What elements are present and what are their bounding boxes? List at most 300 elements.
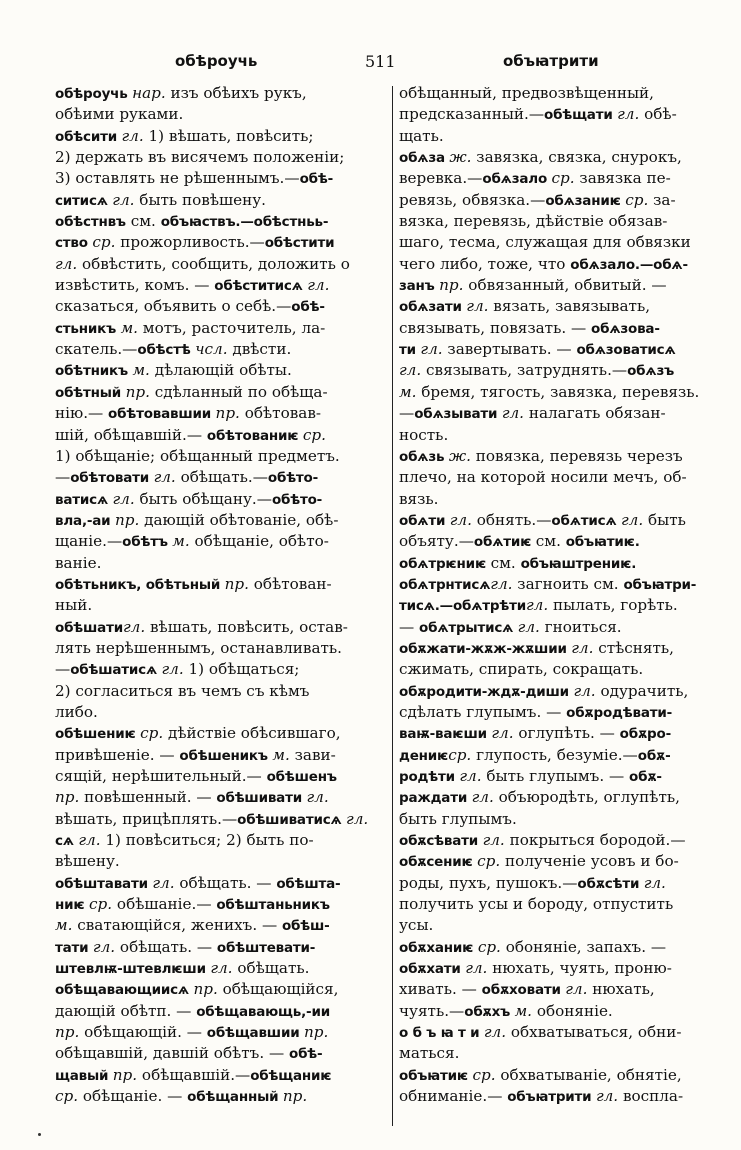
headword: обѧзоватисѧ bbox=[576, 342, 676, 359]
definition-text: вѣшену. bbox=[55, 852, 120, 871]
grammar-abbrev: гл. bbox=[420, 340, 443, 359]
dictionary-line bbox=[399, 809, 721, 830]
definition-text: чуять.— bbox=[399, 1001, 465, 1020]
dictionary-line bbox=[399, 275, 721, 296]
running-head-left: обѣроучь bbox=[175, 52, 258, 70]
definition-text: объюродѣть, оглупѣть, bbox=[493, 788, 680, 807]
headword: обѫсѣти bbox=[577, 875, 644, 892]
headword: обѣ- bbox=[289, 1046, 323, 1063]
dictionary-line bbox=[399, 531, 721, 552]
grammar-abbrev: м. bbox=[55, 916, 73, 935]
definition-text: обѣтовав- bbox=[239, 404, 321, 423]
definition-text: ваніе. bbox=[55, 553, 102, 572]
definition-text: — bbox=[55, 660, 71, 679]
definition-text: ревязь, обвязка.— bbox=[399, 190, 546, 209]
column-divider bbox=[392, 86, 393, 1126]
headword: обѧтисѧ bbox=[551, 512, 621, 529]
dictionary-line bbox=[55, 1065, 386, 1086]
grammar-abbrev: ср. bbox=[92, 233, 116, 252]
definition-text: дѣйствіе обѣсившаго, bbox=[163, 724, 341, 743]
definition-text: шаго, тесма, служащая для обвязки bbox=[399, 233, 691, 252]
headword: объꙗтрити bbox=[507, 1089, 596, 1106]
dictionary-line bbox=[399, 360, 721, 381]
grammar-abbrev: гл. bbox=[571, 638, 594, 657]
headword: ватисѧ bbox=[55, 491, 113, 508]
headword: обѣшенъ bbox=[266, 769, 337, 785]
definition-text: 3) оставлять не рѣшеннымъ.— bbox=[55, 169, 300, 188]
dictionary-line bbox=[399, 318, 721, 339]
definition-text: прожорливость.— bbox=[115, 233, 265, 252]
definition-text: — bbox=[399, 404, 415, 423]
dictionary-line bbox=[399, 553, 721, 574]
grammar-abbrev: гл. bbox=[92, 937, 116, 956]
grammar-abbrev: гл. bbox=[161, 660, 184, 679]
grammar-abbrev: м. bbox=[132, 361, 150, 380]
definition-text: объяту.— bbox=[399, 532, 474, 551]
definition-text: нюхать, bbox=[587, 980, 655, 999]
headword: раждати bbox=[399, 790, 472, 807]
dictionary-line bbox=[399, 723, 721, 744]
headword: о б ъ ꙗ т и bbox=[399, 1025, 484, 1042]
dictionary-line bbox=[55, 1086, 386, 1107]
definition-text: щаніе.— bbox=[55, 532, 123, 551]
headword: обѫханиѥ bbox=[399, 939, 478, 956]
headword: обѣшивати bbox=[216, 790, 307, 807]
definition-text: стѣснять, bbox=[593, 638, 675, 657]
dictionary-line bbox=[55, 809, 386, 830]
headword: обѣтьникъ, обѣтьный bbox=[55, 576, 225, 593]
headword: обѫ- bbox=[629, 769, 662, 785]
dictionary-line bbox=[55, 851, 386, 872]
definition-text: быть обѣщану.— bbox=[134, 489, 272, 508]
dictionary-line bbox=[55, 574, 386, 595]
grammar-abbrev: гл. bbox=[306, 788, 329, 807]
dictionary-line bbox=[399, 1001, 721, 1022]
definition-text: обвѣстить, сообщить, доложить о bbox=[77, 254, 350, 273]
dictionary-line bbox=[55, 211, 386, 232]
grammar-abbrev: гл. bbox=[482, 831, 505, 850]
running-head-right: объꙗтрити bbox=[503, 52, 599, 70]
dictionary-line bbox=[55, 979, 386, 1000]
definition-text: обвязанный, обвитый. — bbox=[463, 276, 667, 295]
grammar-abbrev: ср. bbox=[625, 190, 649, 209]
grammar-abbrev: ср. bbox=[477, 937, 501, 956]
dictionary-line bbox=[55, 659, 386, 680]
headword: обѫродѣвати- bbox=[566, 704, 673, 721]
headword: обѣроучь bbox=[55, 86, 133, 102]
dictionary-line bbox=[399, 296, 721, 317]
definition-text: обнять.— bbox=[471, 510, 552, 529]
dictionary-line bbox=[399, 702, 721, 723]
dictionary-line bbox=[55, 296, 386, 317]
dictionary-line bbox=[55, 873, 386, 894]
definition-text: налагать обязан- bbox=[524, 404, 666, 423]
grammar-abbrev: пр. bbox=[193, 980, 218, 999]
headword: обѣщати bbox=[544, 107, 618, 124]
dictionary-line bbox=[55, 510, 386, 531]
definition-text: см. bbox=[535, 532, 566, 551]
definition-text: зави- bbox=[289, 745, 336, 764]
dictionary-line bbox=[55, 915, 386, 936]
definition-text: вязать, завязывать, bbox=[488, 297, 651, 316]
definition-text: обѣщать. — bbox=[115, 937, 217, 956]
headword: обѫро- bbox=[619, 726, 671, 743]
grammar-abbrev: м. bbox=[514, 1001, 532, 1020]
headword: обѣщавающиисѧ bbox=[55, 982, 194, 999]
grammar-abbrev: гл. bbox=[643, 873, 666, 892]
definition-text: веревка.— bbox=[399, 169, 483, 188]
dictionary-line bbox=[399, 339, 721, 360]
headword: обѫхъ bbox=[464, 1003, 515, 1020]
definition-text: сказаться, объявить о себѣ.— bbox=[55, 297, 292, 316]
definition-text: быть повѣшену. bbox=[134, 190, 266, 209]
definition-text: воспла- bbox=[618, 1087, 684, 1106]
grammar-abbrev: пр. bbox=[224, 574, 249, 593]
headword: обѧзь bbox=[399, 448, 449, 465]
headword: объꙗствъ.—обѣстньь- bbox=[160, 214, 329, 231]
definition-text: хивать. — bbox=[399, 980, 482, 999]
dictionary-line bbox=[55, 958, 386, 979]
dictionary-line bbox=[399, 467, 721, 488]
definition-text: извѣстить, комъ. — bbox=[55, 276, 215, 295]
headword: обѣтовати bbox=[70, 470, 154, 487]
headword: обѣшатисѧ bbox=[70, 662, 162, 679]
dictionary-line bbox=[55, 190, 386, 211]
definition-text: полученіе усовъ и бо- bbox=[500, 852, 679, 871]
headword: ти bbox=[399, 342, 421, 359]
headword: обѧзова- bbox=[591, 320, 660, 337]
grammar-abbrev: гл. bbox=[471, 788, 494, 807]
definition-text: шій, обѣщавшій.— bbox=[55, 425, 207, 444]
headword: обѧтрѥниѥ bbox=[399, 555, 491, 572]
dictionary-line bbox=[55, 446, 386, 467]
dictionary-line bbox=[399, 937, 721, 958]
dictionary-line bbox=[55, 766, 386, 787]
headword: обѣто- bbox=[271, 491, 323, 508]
headword: обѣститисѧ bbox=[214, 278, 308, 295]
definition-text: получить усы и бороду, отпустить bbox=[399, 895, 674, 914]
grammar-abbrev: ср. bbox=[55, 1087, 79, 1106]
headword: тати bbox=[55, 939, 93, 956]
dictionary-line bbox=[399, 745, 721, 766]
dictionary-line bbox=[399, 894, 721, 915]
dictionary-line bbox=[399, 510, 721, 531]
headword: обѫсѣвати bbox=[399, 833, 483, 850]
definition-text: обѣщавшій, давшій обѣтъ. — bbox=[55, 1044, 289, 1063]
headword: родѣти bbox=[399, 769, 460, 785]
grammar-abbrev: гл. bbox=[121, 126, 144, 145]
grammar-abbrev: пр. bbox=[282, 1087, 308, 1106]
headword: обѣщаниѥ bbox=[250, 1067, 332, 1084]
headword: обѣшта- bbox=[276, 875, 341, 892]
definition-text: мотъ, расточитель, ла- bbox=[137, 318, 326, 337]
definition-text: дающій обѣтп. — bbox=[55, 1001, 197, 1020]
grammar-abbrev: гл. bbox=[449, 510, 472, 529]
grammar-abbrev: чсл. bbox=[195, 340, 228, 359]
definition-text: сжимать, спирать, сокращать. bbox=[399, 660, 644, 679]
definition-text: загноить см. bbox=[512, 574, 624, 593]
dictionary-line bbox=[55, 83, 386, 104]
dictionary-line bbox=[55, 702, 386, 723]
grammar-abbrev: гл. bbox=[617, 105, 640, 124]
grammar-abbrev: гл. bbox=[466, 297, 489, 316]
definition-text: обѣщаніе. — bbox=[78, 1087, 188, 1106]
grammar-abbrev: гл. bbox=[112, 489, 135, 508]
dictionary-line bbox=[399, 1065, 721, 1086]
dictionary-line bbox=[399, 1022, 721, 1043]
definition-text: ность. bbox=[399, 425, 449, 444]
grammar-abbrev: ср. bbox=[89, 895, 113, 914]
grammar-abbrev: гл. bbox=[153, 468, 176, 487]
grammar-abbrev: м. bbox=[172, 532, 190, 551]
definition-text: нюхать, чуять, проню- bbox=[487, 959, 672, 978]
definition-text: обѣщать. — bbox=[174, 873, 277, 892]
headword: обѣш- bbox=[281, 918, 330, 935]
headword: обѧтрнтисѧ bbox=[399, 576, 491, 593]
dictionary-line bbox=[55, 467, 386, 488]
headword: объꙗтиѥ bbox=[399, 1067, 473, 1084]
grammar-abbrev: пр. bbox=[55, 1023, 80, 1042]
dictionary-line bbox=[399, 574, 721, 595]
dictionary-line bbox=[399, 232, 721, 253]
definition-text: обѣщать. bbox=[232, 959, 310, 978]
headword: щавый bbox=[55, 1067, 113, 1084]
definition-text: сдѣлать глупымъ. — bbox=[399, 702, 567, 721]
headword: ваѭ-ваѥши bbox=[399, 726, 492, 743]
grammar-abbrev: пр. bbox=[215, 404, 240, 423]
headword: обѣстити bbox=[264, 235, 335, 252]
headword: обѧзъ bbox=[627, 363, 675, 380]
dictionary-line bbox=[399, 403, 721, 424]
dictionary-line bbox=[399, 766, 721, 787]
definition-text: 1) обѣщаться; bbox=[183, 660, 300, 679]
definition-text: гноиться. bbox=[539, 617, 622, 636]
definition-text: оглупѣть. — bbox=[513, 724, 620, 743]
dictionary-line bbox=[399, 254, 721, 275]
headword: обѣшениѥ bbox=[55, 726, 141, 743]
definition-text: за- bbox=[648, 190, 676, 209]
dictionary-line bbox=[55, 339, 386, 360]
definition-text: 1) вѣшать, повѣсить; bbox=[143, 126, 314, 145]
grammar-abbrev: гл. bbox=[526, 596, 549, 615]
dictionary-line bbox=[399, 979, 721, 1000]
definition-text: дающій обѣтованіе, обѣ- bbox=[139, 510, 339, 529]
grammar-abbrev: гл. bbox=[620, 510, 644, 529]
dictionary-line bbox=[55, 360, 386, 381]
dictionary-line bbox=[55, 147, 386, 168]
definition-text: быть bbox=[643, 510, 686, 529]
definition-text: предсказанный.— bbox=[399, 105, 545, 124]
dictionary-line bbox=[55, 232, 386, 253]
dictionary-line bbox=[55, 1022, 386, 1043]
definition-text: привѣшеніе. — bbox=[55, 745, 180, 764]
dictionary-line bbox=[399, 446, 721, 467]
grammar-abbrev: пр. bbox=[303, 1023, 329, 1042]
headword: обѣ- bbox=[299, 171, 334, 188]
definition-text: повѣшенный. — bbox=[79, 788, 217, 807]
grammar-abbrev: гл. bbox=[152, 873, 175, 892]
definition-text: обоняніе, запахъ. — bbox=[500, 937, 667, 956]
headword: обѣштавати bbox=[55, 875, 153, 892]
headword: обѧзало.—обѧ- bbox=[570, 256, 688, 273]
headword: обѣщавшии bbox=[206, 1025, 304, 1042]
dictionary-line bbox=[399, 126, 721, 147]
dictionary-line bbox=[55, 1043, 386, 1064]
grammar-abbrev: гл. bbox=[490, 574, 513, 593]
headword: стьникъ bbox=[55, 320, 121, 337]
page-number: 511 bbox=[365, 52, 396, 71]
headword: обѧтрытисѧ bbox=[419, 619, 518, 636]
definition-text: нію.— bbox=[55, 404, 109, 423]
dictionary-line bbox=[55, 425, 386, 446]
definition-text: обниманіе.— bbox=[399, 1087, 508, 1106]
dictionary-line bbox=[55, 382, 386, 403]
definition-text: 2) согласиться въ чемъ съ кѣмъ bbox=[55, 681, 310, 700]
dictionary-line bbox=[55, 681, 386, 702]
headword: обѫховати bbox=[481, 982, 566, 999]
headword: штевлѭ-штевлѥши bbox=[55, 961, 211, 978]
dictionary-line bbox=[399, 382, 721, 403]
dictionary-line bbox=[399, 1086, 721, 1107]
definition-text: вязь. bbox=[399, 489, 439, 508]
headword: обѣштаньникъ bbox=[216, 897, 330, 914]
dictionary-line bbox=[55, 553, 386, 574]
dictionary-line bbox=[399, 147, 721, 168]
dictionary-line bbox=[55, 595, 386, 616]
dictionary-line bbox=[55, 617, 386, 638]
headword: обѣтовавшии bbox=[108, 406, 216, 423]
definition-text: — bbox=[399, 617, 420, 636]
dictionary-line bbox=[399, 659, 721, 680]
headword: вла,-аи bbox=[55, 512, 115, 529]
dictionary-line bbox=[399, 787, 721, 808]
definition-text: обѣ- bbox=[639, 105, 677, 124]
grammar-abbrev: гл. bbox=[595, 1087, 619, 1106]
definition-text: вѣшать, повѣсить, остав- bbox=[145, 617, 348, 636]
definition-text: обѣтован- bbox=[248, 574, 332, 593]
definition-text: вѣшать, прицѣплять.— bbox=[55, 809, 238, 828]
headword: обѣтный bbox=[55, 384, 126, 401]
definition-text: обѣщанный, предвозвѣщенный, bbox=[399, 84, 654, 102]
grammar-abbrev: ср. bbox=[448, 745, 472, 764]
dictionary-line bbox=[55, 894, 386, 915]
grammar-abbrev: м. bbox=[399, 382, 417, 401]
headword: ство bbox=[55, 235, 93, 252]
dictionary-line bbox=[55, 168, 386, 189]
headword: обѣто- bbox=[267, 470, 319, 487]
headword: обѣсити bbox=[55, 128, 122, 145]
dictionary-line bbox=[55, 723, 386, 744]
grammar-abbrev: гл. bbox=[78, 831, 101, 850]
definition-text: обѣщать.— bbox=[175, 468, 268, 487]
headword: обѣ- bbox=[291, 299, 325, 316]
grammar-abbrev: пр. bbox=[112, 1065, 138, 1084]
definition-text: обхватываться, обни- bbox=[506, 1023, 682, 1042]
headword: обѣшати bbox=[55, 619, 123, 636]
dictionary-line bbox=[399, 638, 721, 659]
grammar-abbrev: м. bbox=[272, 745, 290, 764]
definition-text: скатель.— bbox=[55, 340, 138, 359]
dictionary-line bbox=[399, 915, 721, 936]
headword: обѫжати-жѫж-жѫшии bbox=[399, 640, 572, 657]
dictionary-line bbox=[55, 937, 386, 958]
headword: ниѥ bbox=[55, 897, 90, 914]
dictionary-line bbox=[399, 958, 721, 979]
headword: ситисѧ bbox=[55, 192, 113, 209]
grammar-abbrev: пр. bbox=[439, 276, 464, 295]
definition-text: завертывать. — bbox=[442, 340, 577, 359]
definition-text: обѣщающій. — bbox=[79, 1023, 207, 1042]
dictionary-line bbox=[399, 617, 721, 638]
definition-text: обѣими руками. bbox=[55, 105, 184, 124]
grammar-abbrev: гл. bbox=[565, 980, 588, 999]
definition-text: обѣщающійся, bbox=[217, 980, 339, 999]
left-column bbox=[55, 83, 386, 1108]
dictionary-line bbox=[55, 403, 386, 424]
headword: обѣшиватисѧ bbox=[237, 811, 347, 828]
headword: обѣстнвъ bbox=[55, 214, 126, 231]
grammar-abbrev: ср. bbox=[140, 724, 164, 743]
definition-text: пылать, горѣть. bbox=[548, 596, 678, 615]
definition-text: роды, пухъ, пушокъ.— bbox=[399, 873, 578, 892]
definition-text: усы. bbox=[399, 916, 434, 935]
headword: объꙗтри- bbox=[623, 576, 697, 593]
definition-text: либо. bbox=[55, 702, 98, 721]
print-speck bbox=[38, 1133, 41, 1136]
definition-text: см. bbox=[125, 212, 161, 231]
dictionary-line bbox=[55, 254, 386, 275]
grammar-abbrev: гл. bbox=[501, 404, 524, 423]
dictionary-line bbox=[55, 745, 386, 766]
definition-text: чего либо, тоже, что bbox=[399, 254, 571, 273]
dictionary-line bbox=[399, 425, 721, 446]
dictionary-line bbox=[55, 638, 386, 659]
dictionary-line bbox=[55, 318, 386, 339]
grammar-abbrev: пр. bbox=[55, 788, 80, 807]
grammar-abbrev: м. bbox=[120, 318, 138, 337]
grammar-abbrev: гл. bbox=[517, 617, 540, 636]
headword: обѣтникъ bbox=[55, 363, 133, 380]
headword: обѧзаниѥ bbox=[545, 192, 626, 209]
definition-text: маться. bbox=[399, 1044, 460, 1063]
grammar-abbrev: гл. bbox=[491, 724, 514, 743]
definition-text: изъ обѣихъ рукъ, bbox=[165, 84, 307, 102]
headword: обѫродити-ждѫ-диши bbox=[399, 683, 574, 700]
dictionary-line bbox=[55, 787, 386, 808]
dictionary-line bbox=[399, 873, 721, 894]
grammar-abbrev: нар. bbox=[132, 84, 166, 102]
headword: обѧза bbox=[399, 150, 450, 167]
headword: обѫсениѥ bbox=[399, 854, 478, 871]
definition-text: дѣлающій обѣты. bbox=[149, 361, 292, 380]
definition-text: повязка, перевязь черезъ bbox=[470, 446, 683, 465]
definition-text: глупость, безуміе.— bbox=[471, 745, 638, 764]
definition-text: 1) повѣситься; 2) быть по- bbox=[100, 831, 314, 850]
dictionary-line bbox=[55, 531, 386, 552]
headword: обѣшеникъ bbox=[179, 747, 273, 764]
grammar-abbrev: пр. bbox=[114, 510, 140, 529]
definition-text: см. bbox=[490, 553, 521, 572]
grammar-abbrev: ср. bbox=[472, 1065, 496, 1084]
dictionary-line bbox=[55, 275, 386, 296]
definition-text: одурачить, bbox=[595, 681, 689, 700]
definition-text: завязка пе- bbox=[574, 169, 671, 188]
dictionary-line bbox=[399, 489, 721, 510]
dictionary-line bbox=[55, 830, 386, 851]
headword: обѣштевати- bbox=[216, 939, 316, 956]
dictionary-line bbox=[399, 830, 721, 851]
definition-text: двѣсти. bbox=[227, 340, 292, 359]
